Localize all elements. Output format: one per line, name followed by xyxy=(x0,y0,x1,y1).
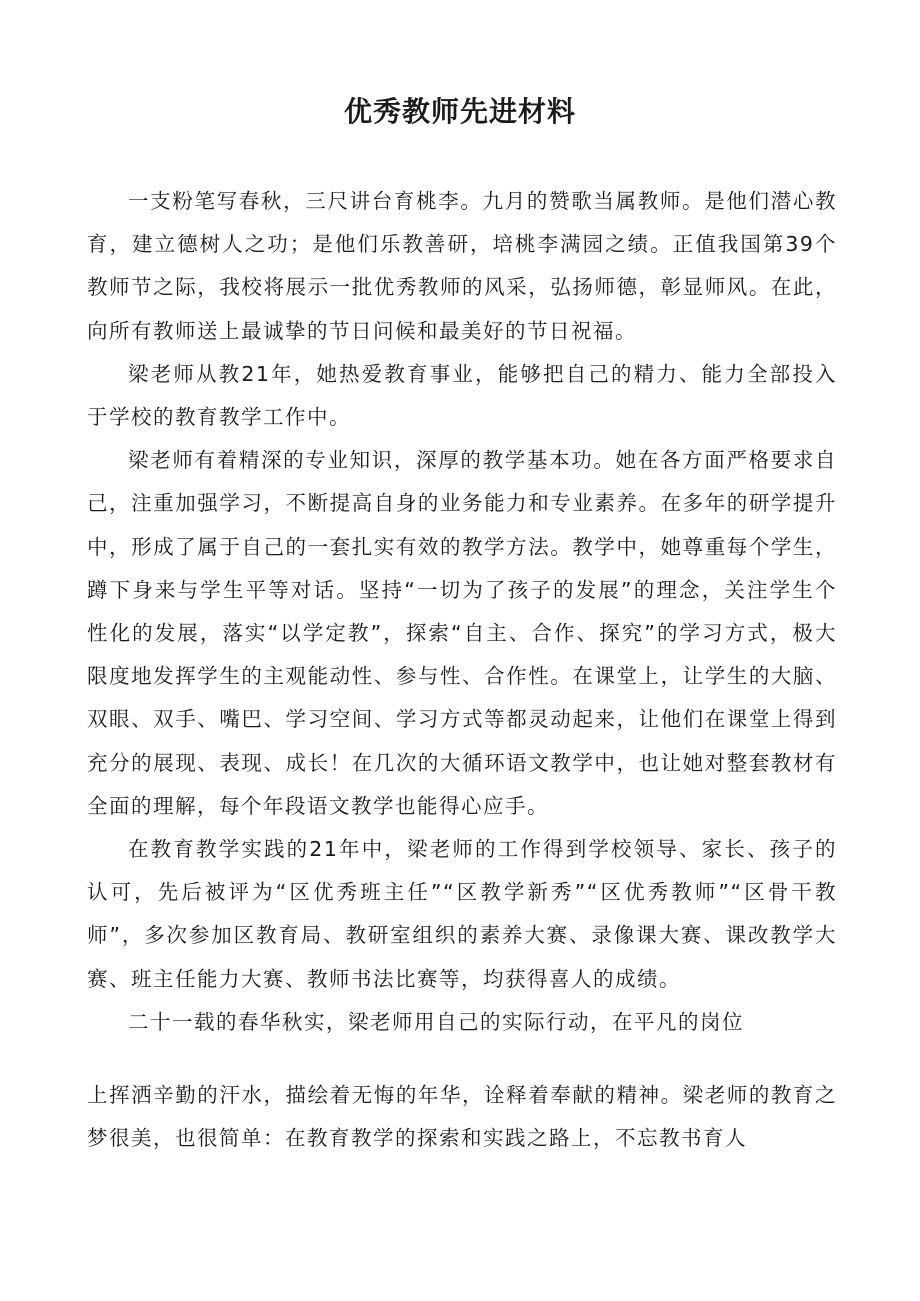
document-body xyxy=(87,180,837,1160)
paragraph-professional-skill: 梁老师有着精深的专业知识，深厚的教学基本功。她在各方面严格要求自己，注重加强学习，不断提高自身的业务能力和专业素养。在多年的研学提升中，形成了属于自己的一套扎实有效的教学方法。教学中，她尊重每个学生，蹲下身来与学生平等对话。坚持“一切为了孩子的发展”的理念，关注学生个性化的发展，落实“以学定教”，探索“自主、合作、探究”的学习方式，极大限度地发挥学生的主观能动性、参与性、合作性。在课堂上，让学生的大脑、双眼、双手、嘴巴、学习空间、学习方式等都灵动起来，让他们在课堂上得到充分的展现、表现、成长！在几次的大循环语文教学中，也让她对整套教材有全面的理解，每个年段语文教学也能得心应手。 xyxy=(87,448,837,818)
paragraph-summary-continued: 上挥洒辛勤的汗水，描绘着无悔的年华，诠释着奉献的精神。梁老师的教育之梦很美，也很简单：在教育教学的探索和实践之路上，不忘教书育人 xyxy=(87,1083,837,1151)
paragraph-intro: 一支粉笔写春秋，三尺讲台育桃李。九月的赞歌当属教师。是他们潜心教育，建立德树人之功；是他们乐教善研，培桃李满园之绩。正值我国第39个教师节之际，我校将展示一批优秀教师的风采，弘扬师德，彰显师风。在此，向所有教师送上最诚挚的节日问候和最美好的节日祝福。 xyxy=(87,189,837,343)
document-title: 优秀教师先进材料 xyxy=(343,95,576,128)
paragraph-teaching-years: 梁老师从教21年，她热爱教育事业，能够把自己的精力、能力全部投入于学校的教育教学工作中。 xyxy=(87,361,837,430)
paragraph-summary-start: 二十一载的春华秋实，梁老师用自己的实际行动，在平凡的岗位 xyxy=(128,1009,744,1034)
paragraph-achievements: 在教育教学实践的21年中，梁老师的工作得到学校领导、家长、孩子的认可，先后被评为“区优秀班主任”“区教学新秀”“区优秀教师”“区骨干教师”，多次参加区教育局、教研室组织的素养大赛、录像课大赛、课改教学大赛、班主任能力大赛、教师书法比赛等，均获得喜人的成绩。 xyxy=(87,837,837,991)
